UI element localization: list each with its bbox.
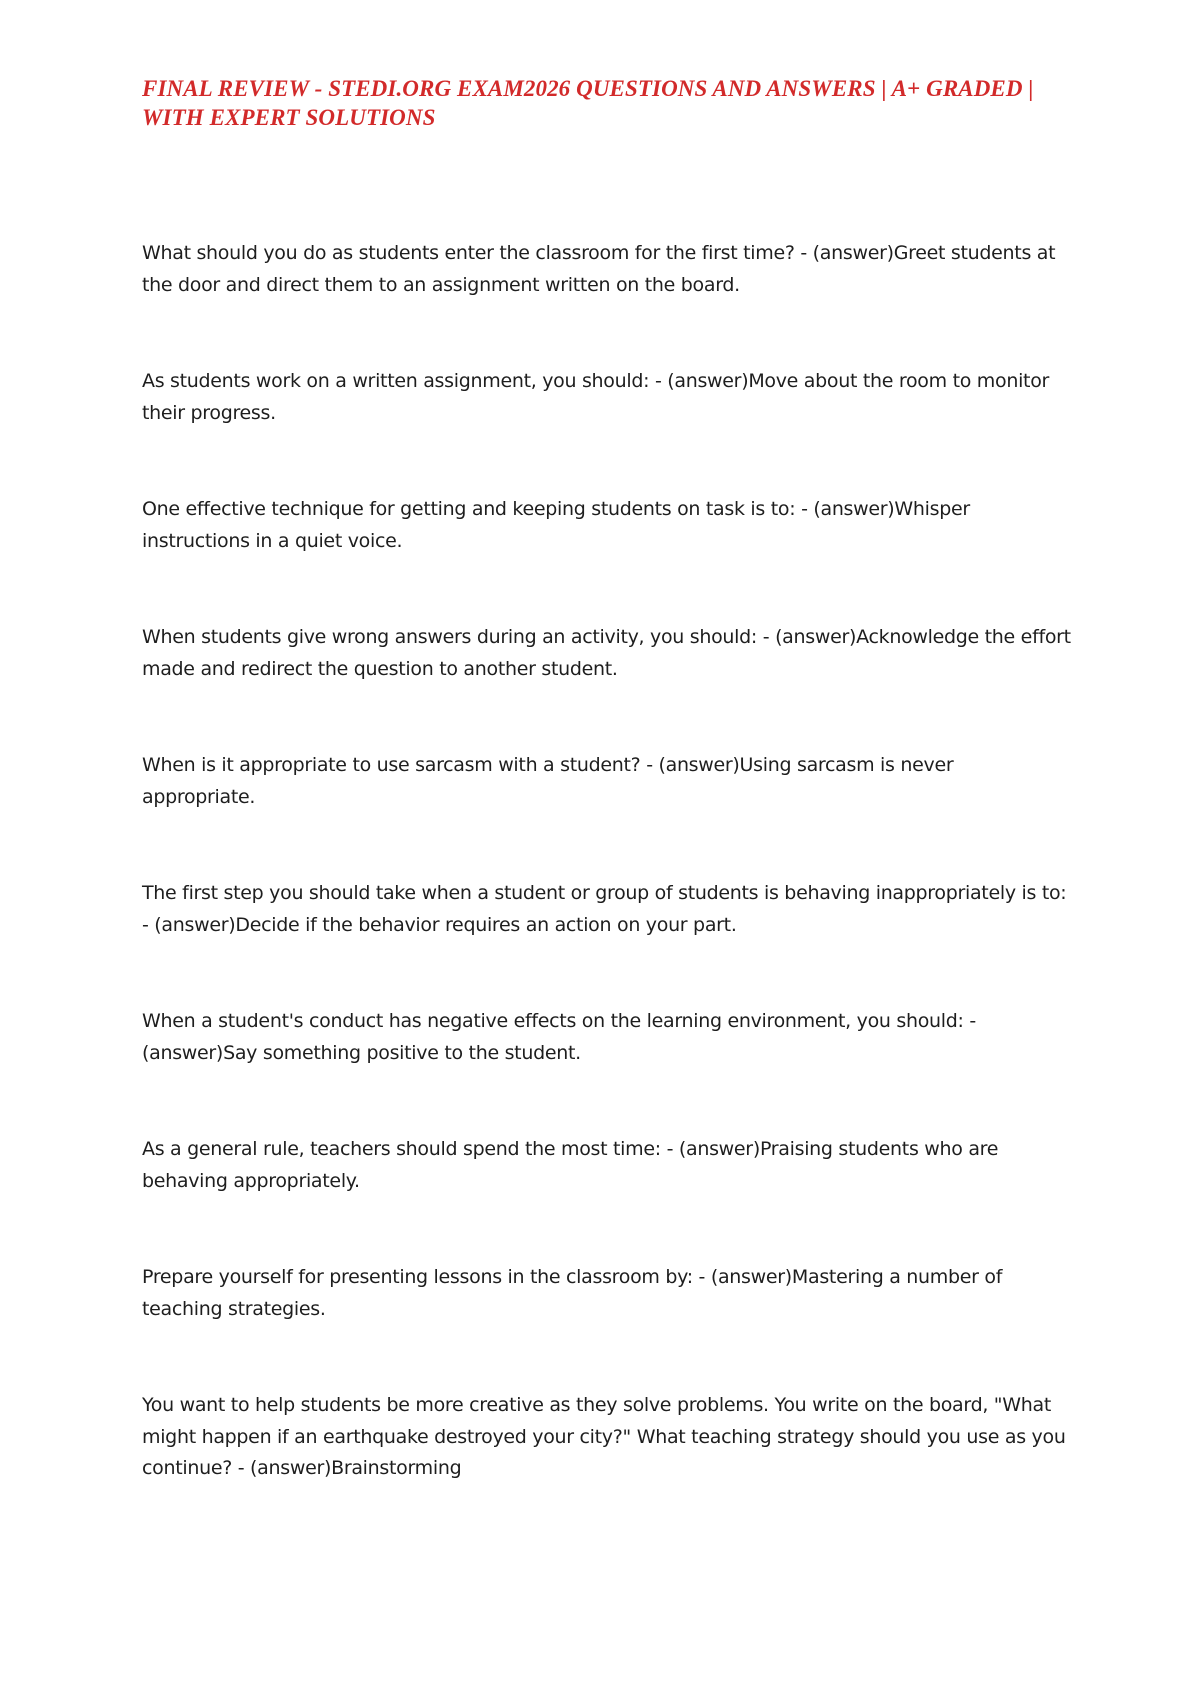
qa-item — [142, 238, 1072, 301]
answer-text: Decide if the behavior requires an action on your part. — [235, 913, 737, 936]
answer-marker: - (answer) — [142, 1010, 976, 1064]
answer-text: Praising students who are behaving appropriately. — [142, 1138, 999, 1192]
answer-marker: - (answer) — [794, 242, 894, 264]
answer-text: Brainstorming — [331, 1457, 462, 1479]
answer-marker: - (answer) — [649, 370, 749, 392]
answer-marker: - (answer) — [660, 1138, 760, 1160]
question-text: When a student's conduct has negative effects on the learning environment, you should: — [142, 1010, 964, 1032]
question-text: One effective technique for getting and keeping students on task is to: — [142, 498, 796, 520]
question-text: When is it appropriate to use sarcasm with a student? — [142, 754, 641, 776]
answer-text: Using sarcasm is never appropriate. — [142, 754, 954, 808]
qa-item — [142, 750, 1072, 813]
answer-marker: - (answer) — [692, 1266, 792, 1288]
question-text: Prepare yourself for presenting lessons in the classroom by: — [142, 1266, 693, 1288]
document-title: FINAL REVIEW - STEDI.ORG EXAM2026 QUESTIONS AND ANSWERS | A+ GRADED | WITH EXPERT SOLUTIONS — [142, 76, 1034, 130]
answer-marker: - (answer) — [757, 626, 857, 648]
answer-text: Acknowledge the effort made and redirect the question to another student. — [142, 626, 1071, 680]
answer-text: Say something positive to the student. — [223, 1041, 581, 1064]
question-text: The first step you should take when a student or group of students is behaving inappropriately is to: — [142, 882, 1067, 904]
answer-marker: - (answer) — [142, 913, 236, 936]
answer-marker: - (answer) — [232, 1457, 332, 1479]
qa-item — [142, 1134, 1072, 1197]
question-text: As a general rule, teachers should spend the most time: — [142, 1138, 661, 1160]
answer-text: Move about the room to monitor their progress. — [142, 370, 1050, 424]
qa-item — [142, 1262, 1072, 1325]
qa-item — [142, 1390, 1072, 1485]
answer-text: Whisper instructions in a quiet voice. — [142, 498, 970, 552]
qa-item — [142, 494, 1072, 557]
qa-list — [142, 238, 1072, 1550]
question-text: What should you do as students enter the classroom for the first time? — [142, 242, 795, 264]
qa-item — [142, 366, 1072, 429]
question-text: You want to help students be more creative as they solve problems. You write on the board, "What might happen if an earthquake destroyed your city?" What teaching strategy should you use as you continue? — [142, 1394, 1066, 1479]
qa-item — [142, 622, 1072, 685]
qa-item — [142, 1006, 1072, 1069]
question-text: When students give wrong answers during an activity, you should: — [142, 626, 758, 648]
answer-text: Greet students at the door and direct them to an assignment written on the board. — [142, 242, 1056, 296]
answer-marker: - (answer) — [795, 498, 895, 520]
qa-item — [142, 878, 1072, 941]
answer-marker: - (answer) — [640, 754, 740, 776]
question-text: As students work on a written assignment, you should: — [142, 370, 650, 392]
answer-text: Mastering a number of teaching strategies. — [142, 1266, 1003, 1320]
